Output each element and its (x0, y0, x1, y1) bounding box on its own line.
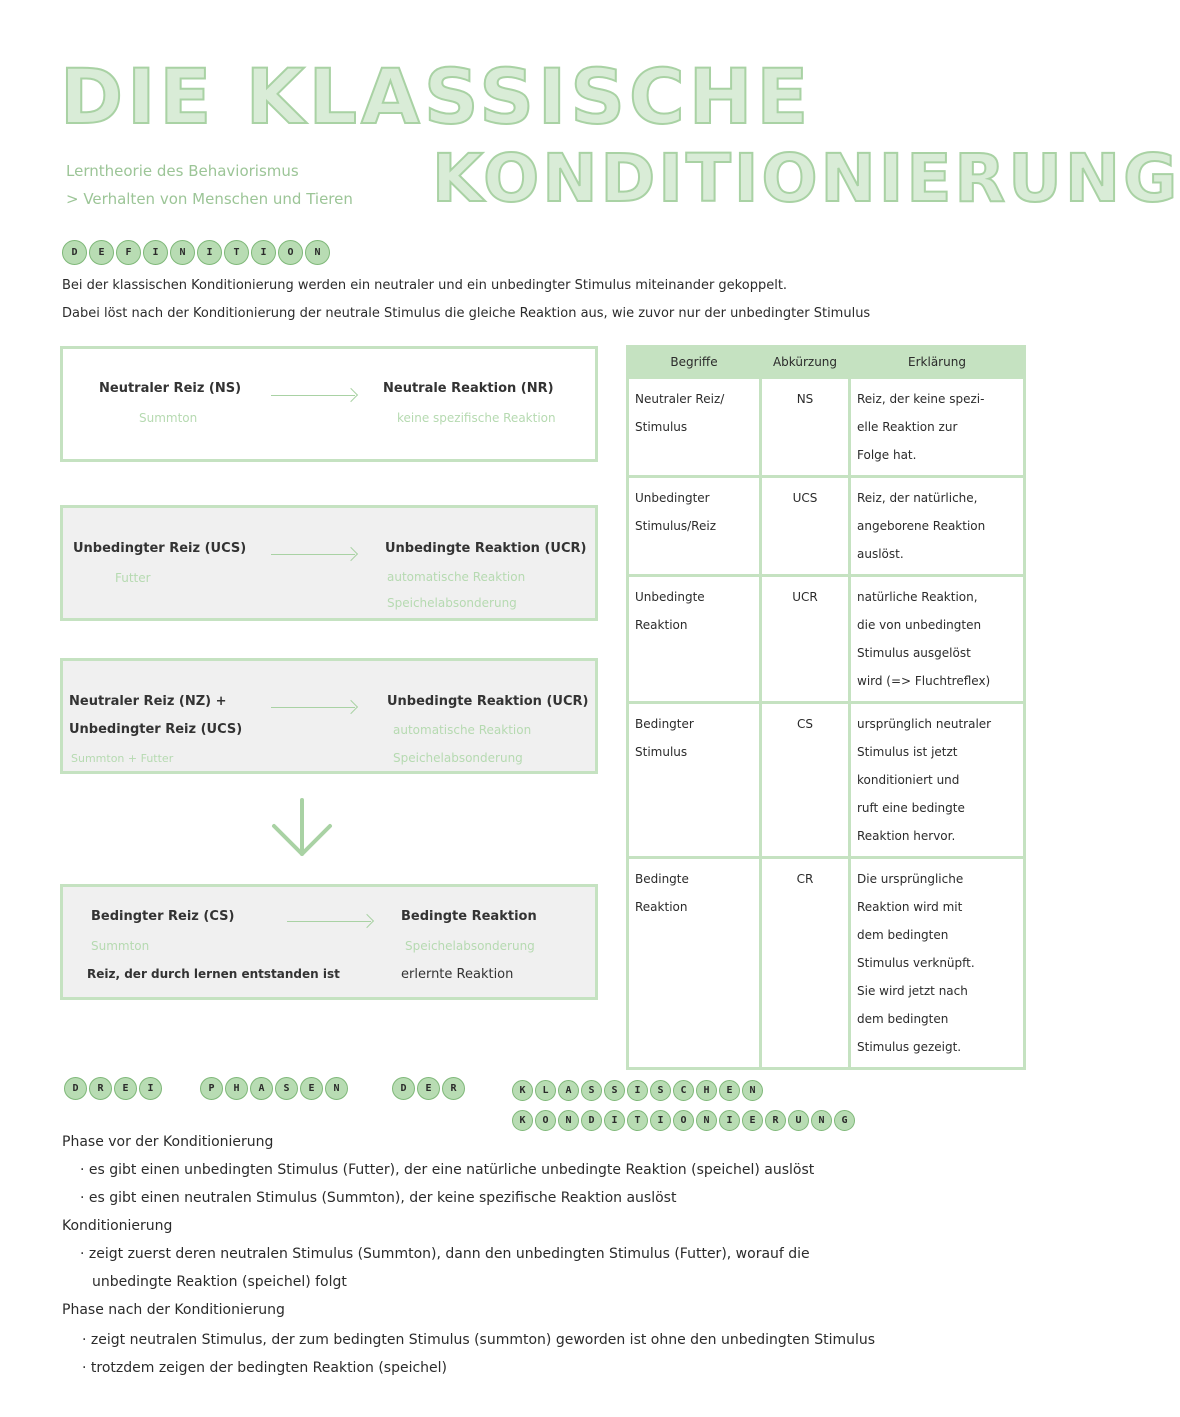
explanation-text: angeborene Reaktion (857, 519, 986, 533)
term-text: Stimulus (635, 745, 688, 759)
letter-bead: R (765, 1110, 786, 1131)
letter-bead: N (305, 240, 330, 265)
letter-bead: E (89, 240, 114, 265)
box4-right-sub: Speichelabsonderung (405, 939, 535, 953)
explanation-text: Stimulus verknüpft. (857, 956, 975, 970)
letter-bead: N (696, 1110, 717, 1131)
table-header-abbreviation: Abkürzung (761, 347, 850, 378)
box3-right-sub-2: Speichelabsonderung (393, 751, 523, 765)
arrow-right-icon (271, 554, 355, 555)
table-cell-term (628, 477, 761, 576)
diagram-box-unconditioned (60, 505, 598, 621)
table-cell-explanation (850, 858, 1025, 1069)
table-cell-term (628, 858, 761, 1069)
definition-heading (62, 240, 332, 265)
diagram-box-neutral (60, 346, 598, 462)
explanation-text: Reiz, der natürliche, (857, 491, 978, 505)
definition-line-1: Bei der klassischen Konditionierung werden ein neutraler und ein unbedingter Stimulus miteinander gekoppelt. (62, 278, 788, 293)
explanation-text: dem bedingten (857, 1012, 949, 1026)
box4-right-note: erlernte Reaktion (401, 967, 514, 982)
letter-bead: T (224, 240, 249, 265)
table-cell-term (628, 378, 761, 477)
box3-right-label: Unbedingte Reaktion (UCR) (387, 694, 589, 709)
term-text: Unbedingter (635, 491, 710, 505)
box1-left-label: Neutraler Reiz (NS) (99, 381, 242, 396)
box3-left-label-1: Neutraler Reiz (NZ) + (69, 694, 227, 709)
box3-left-sub: Summton + Futter (71, 752, 174, 765)
phase-1-bullet-2: · es gibt einen neutralen Stimulus (Summton), der keine spezifische Reaktion auslöst (80, 1190, 677, 1206)
diagram-box-pairing (60, 658, 598, 774)
phases-heading-word-4 (512, 1078, 765, 1101)
box3-left-label-2: Unbedingter Reiz (UCS) (69, 722, 243, 737)
letter-bead: F (116, 240, 141, 265)
letter-bead: N (742, 1080, 763, 1101)
explanation-text: ursprünglich neutraler (857, 717, 992, 731)
explanation-text: Stimulus gezeigt. (857, 1040, 962, 1054)
letter-bead: G (834, 1110, 855, 1131)
explanation-text: natürliche Reaktion, (857, 590, 978, 604)
box2-left-sub: Futter (115, 571, 151, 585)
letter-bead: E (719, 1080, 740, 1101)
table-cell-abbreviation: CS (761, 703, 850, 858)
box1-right-label: Neutrale Reaktion (NR) (383, 381, 554, 396)
letter-bead: S (275, 1077, 298, 1100)
table-cell-abbreviation: CR (761, 858, 850, 1069)
phase-3-bullet-2: · trotzdem zeigen der bedingten Reaktion (speichel) (82, 1360, 448, 1376)
box4-left-sub: Summton (91, 939, 150, 953)
explanation-text: Reaktion hervor. (857, 829, 956, 843)
explanation-text: Folge hat. (857, 448, 917, 462)
explanation-text: konditioniert und (857, 773, 960, 787)
letter-bead: I (650, 1110, 671, 1131)
letter-bead: D (392, 1077, 415, 1100)
letter-bead: D (581, 1110, 602, 1131)
letter-bead: D (64, 1077, 87, 1100)
title-line-2: KONDITIONIERUNG (432, 140, 1180, 217)
table-cell-explanation (850, 477, 1025, 576)
table-cell-term (628, 576, 761, 703)
letter-bead: I (139, 1077, 162, 1100)
letter-bead: O (535, 1110, 556, 1131)
letter-bead: O (278, 240, 303, 265)
letter-bead: T (627, 1110, 648, 1131)
letter-bead: I (604, 1110, 625, 1131)
phase-1-title: Phase vor der Konditionierung (62, 1134, 274, 1150)
table-row (628, 378, 1025, 477)
phase-3-bullet-1: · zeigt neutralen Stimulus, der zum bedingten Stimulus (summton) geworden ist ohne den unbedingten Stimulus (82, 1332, 876, 1348)
box2-right-label: Unbedingte Reaktion (UCR) (385, 541, 587, 556)
letter-bead: S (650, 1080, 671, 1101)
letter-bead: R (89, 1077, 112, 1100)
table-header-terms: Begriffe (628, 347, 761, 378)
box1-left-sub: Summton (139, 411, 198, 425)
table-cell-abbreviation: UCR (761, 576, 850, 703)
phase-2-bullet-1: · zeigt zuerst deren neutralen Stimulus (Summton), dann den unbedingten Stimulus (Futter), worauf die (80, 1246, 810, 1262)
letter-bead: N (325, 1077, 348, 1100)
table-cell-term (628, 703, 761, 858)
table-cell-explanation (850, 576, 1025, 703)
letter-bead: E (300, 1077, 323, 1100)
diagram-box-conditioned (60, 884, 598, 1000)
letter-bead: H (225, 1077, 248, 1100)
letter-bead: S (581, 1080, 602, 1101)
letter-bead: O (673, 1110, 694, 1131)
term-text: Bedingte (635, 872, 689, 886)
table-row (628, 858, 1025, 1069)
table-cell-abbreviation: NS (761, 378, 850, 477)
phases-heading-word-5 (512, 1108, 857, 1131)
box4-right-label: Bedingte Reaktion (401, 909, 537, 924)
letter-bead: A (250, 1077, 273, 1100)
arrow-right-icon (287, 921, 371, 922)
letter-bead: K (512, 1110, 533, 1131)
phases-heading-word-3 (392, 1076, 467, 1100)
phase-2-bullet-1-cont: unbedingte Reaktion (speichel) folgt (92, 1274, 347, 1290)
box2-right-sub-2: Speichelabsonderung (387, 596, 517, 610)
letter-bead: K (512, 1080, 533, 1101)
explanation-text: die von unbedingten (857, 618, 982, 632)
term-text: Unbedingte (635, 590, 705, 604)
explanation-text: Sie wird jetzt nach (857, 984, 968, 998)
letter-bead: N (811, 1110, 832, 1131)
phase-2-title: Konditionierung (62, 1218, 173, 1234)
explanation-text: Stimulus ausgelöst (857, 646, 971, 660)
box3-right-sub-1: automatische Reaktion (393, 723, 532, 737)
definition-line-2: Dabei löst nach der Konditionierung der neutrale Stimulus die gleiche Reaktion aus, wie zuvor nur der unbedingter Stimulus (62, 306, 871, 321)
letter-bead: I (719, 1110, 740, 1131)
explanation-text: dem bedingten (857, 928, 949, 942)
table-cell-explanation (850, 378, 1025, 477)
box4-left-label: Bedingter Reiz (CS) (91, 909, 235, 924)
explanation-text: Reaktion wird mit (857, 900, 963, 914)
explanation-text: auslöst. (857, 547, 904, 561)
letter-bead: A (558, 1080, 579, 1101)
arrow-right-icon (271, 707, 355, 708)
box4-left-note: Reiz, der durch lernen entstanden ist (87, 967, 340, 981)
explanation-text: Die ursprüngliche (857, 872, 964, 886)
letter-bead: I (627, 1080, 648, 1101)
letter-bead: I (197, 240, 222, 265)
letter-bead: E (114, 1077, 137, 1100)
table-row (628, 576, 1025, 703)
explanation-text: wird (=> Fluchtreflex) (857, 674, 991, 688)
explanation-text: elle Reaktion zur (857, 420, 958, 434)
explanation-text: ruft eine bedingte (857, 801, 965, 815)
explanation-text: Reiz, der keine spezi- (857, 392, 985, 406)
letter-bead: E (742, 1110, 763, 1131)
term-text: Neutraler Reiz/ (635, 392, 725, 406)
table-cell-abbreviation: UCS (761, 477, 850, 576)
letter-bead: E (417, 1077, 440, 1100)
table-header-explanation: Erklärung (850, 347, 1025, 378)
arrow-down-icon (268, 796, 336, 860)
letter-bead: P (200, 1077, 223, 1100)
phase-1-bullet-1: · es gibt einen unbedingten Stimulus (Futter), der eine natürliche unbedingte Reaktion (speichel) auslöst (80, 1162, 815, 1178)
explanation-text: Stimulus ist jetzt (857, 745, 958, 759)
letter-bead: I (143, 240, 168, 265)
term-text: Stimulus/Reiz (635, 519, 716, 533)
table-cell-explanation (850, 703, 1025, 858)
box1-right-sub: keine spezifische Reaktion (397, 411, 556, 425)
letter-bead: R (442, 1077, 465, 1100)
term-text: Stimulus (635, 420, 688, 434)
table-row (628, 477, 1025, 576)
letter-bead: S (604, 1080, 625, 1101)
title-line-1: DIE KLASSISCHE (60, 52, 813, 141)
letter-bead: H (696, 1080, 717, 1101)
letter-bead: L (535, 1080, 556, 1101)
box2-right-sub-1: automatische Reaktion (387, 570, 526, 584)
subtitle-line-2: > Verhalten von Menschen und Tieren (66, 190, 353, 208)
letter-bead: I (251, 240, 276, 265)
letter-bead: C (673, 1080, 694, 1101)
term-text: Reaktion (635, 900, 688, 914)
box2-left-label: Unbedingter Reiz (UCS) (73, 541, 247, 556)
phases-heading-word-1 (64, 1076, 164, 1100)
phases-heading-word-2 (200, 1076, 350, 1100)
term-text: Bedingter (635, 717, 694, 731)
letter-bead: D (62, 240, 87, 265)
table-row (628, 703, 1025, 858)
phase-3-title: Phase nach der Konditionierung (62, 1302, 285, 1318)
letter-bead: N (170, 240, 195, 265)
terms-table (626, 345, 1026, 1070)
letter-bead: U (788, 1110, 809, 1131)
term-text: Reaktion (635, 618, 688, 632)
subtitle-line-1: Lerntheorie des Behaviorismus (66, 162, 299, 180)
letter-bead: N (558, 1110, 579, 1131)
arrow-right-icon (271, 395, 355, 396)
